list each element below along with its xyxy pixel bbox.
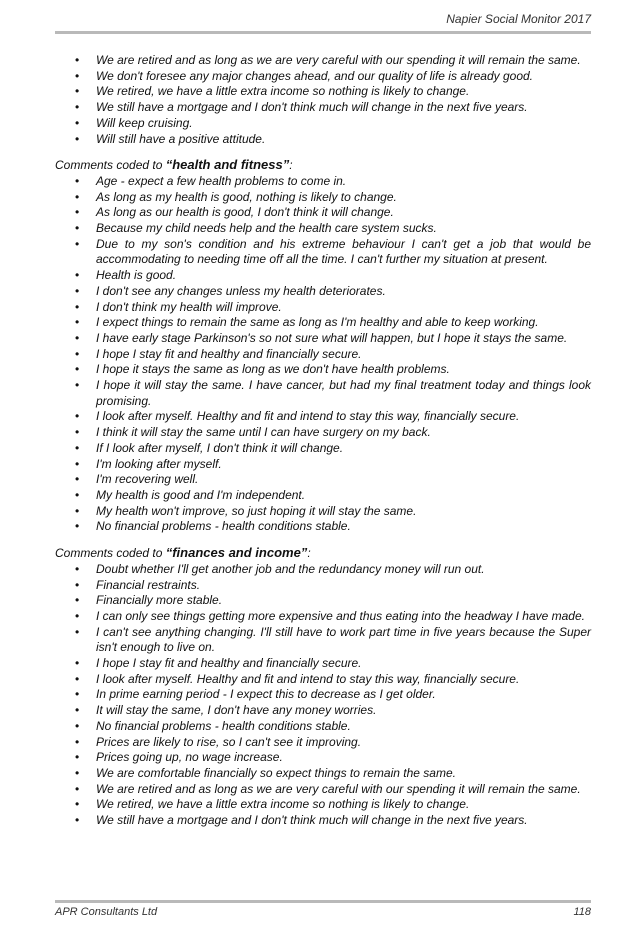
finances-comment-list (55, 562, 591, 829)
comment-list-item: • If I look after myself, I don't think it will change. (55, 441, 591, 457)
comment-list-item: • We retired, we have a little extra income so nothing is likely to change. (55, 84, 591, 100)
health-heading-suffix: : (289, 158, 293, 173)
page-body (55, 53, 591, 829)
comment-list-item: • Doubt whether I'll get another job and the redundancy money will run out. (55, 562, 591, 578)
footer-company: APR Consultants Ltd (55, 906, 158, 918)
comment-list-item: • My health won't improve, so just hoping it will stay the same. (55, 504, 591, 520)
comment-list-item: • I hope I stay fit and healthy and financially secure. (55, 347, 591, 363)
continued-comment-list (55, 53, 591, 147)
comment-list-item: • Will keep cruising. (55, 116, 591, 132)
comment-list-item: • I look after myself. Healthy and fit and intend to stay this way, financially secure. (55, 409, 591, 425)
page-header (55, 12, 591, 34)
comment-list-item: • We still have a mortgage and I don't think much will change in the next five years. (55, 813, 591, 829)
comment-list-item: • Prices are likely to rise, so I can't see it improving. (55, 735, 591, 751)
comment-list-item: • I don't think my health will improve. (55, 300, 591, 316)
comment-list-item: • We still have a mortgage and I don't think much will change in the next five years. (55, 100, 591, 116)
comment-list-item: • I don't see any changes unless my health deteriorates. (55, 284, 591, 300)
health-heading-prefix: Comments coded to (55, 158, 166, 173)
comment-list-item: • Because my child needs help and the health care system sucks. (55, 221, 591, 237)
comment-list-item: • As long as our health is good, I don't think it will change. (55, 205, 591, 221)
comment-list-item: • Will still have a positive attitude. (55, 132, 591, 148)
finances-section-heading (55, 545, 591, 562)
finances-heading-prefix: Comments coded to (55, 546, 166, 561)
comment-list-item: • I hope it will stay the same. I have cancer, but had my final treatment today and things look promising. (55, 378, 591, 409)
comment-list-item: • I have early stage Parkinson's so not sure what will happen, but I hope it stays the same. (55, 331, 591, 347)
header-title: Napier Social Monitor 2017 (446, 12, 591, 26)
comment-list-item: • It will stay the same, I don't have any money worries. (55, 703, 591, 719)
comment-list-item: • Financially more stable. (55, 593, 591, 609)
comment-list-item: • I expect things to remain the same as long as I'm healthy and able to keep working. (55, 315, 591, 331)
comment-list-item: • In prime earning period - I expect this to decrease as I get older. (55, 687, 591, 703)
comment-list-item: • We retired, we have a little extra income so nothing is likely to change. (55, 797, 591, 813)
comment-list-item: • Due to my son's condition and his extreme behaviour I can't get a job that would be accommodating to needing time off all the time. I can't further my situation at present. (55, 237, 591, 268)
health-section-heading (55, 157, 591, 174)
comment-list-item: • Financial restraints. (55, 578, 591, 594)
comment-list-item: • I think it will stay the same until I can have surgery on my back. (55, 425, 591, 441)
finances-heading-suffix: : (307, 546, 311, 561)
comment-list-item: • I'm recovering well. (55, 472, 591, 488)
comment-list-item: • No financial problems - health conditions stable. (55, 719, 591, 735)
comment-list-item: • Health is good. (55, 268, 591, 284)
comment-list-item: • I hope it stays the same as long as we don't have health problems. (55, 362, 591, 378)
comment-list-item: • No financial problems - health conditions stable. (55, 519, 591, 535)
comment-list-item: • As long as my health is good, nothing is likely to change. (55, 190, 591, 206)
comment-list-item: • I can only see things getting more expensive and thus eating into the headway I have made. (55, 609, 591, 625)
page-number: 118 (573, 906, 591, 918)
comment-list-item: • I'm looking after myself. (55, 457, 591, 473)
comment-list-item: • My health is good and I'm independent. (55, 488, 591, 504)
comment-list-item: • We don't foresee any major changes ahead, and our quality of life is already good. (55, 69, 591, 85)
comment-list-item: • We are retired and as long as we are very careful with our spending it will remain the same. (55, 782, 591, 798)
comment-list-item: • I hope I stay fit and healthy and financially secure. (55, 656, 591, 672)
comment-list-item: • We are comfortable financially so expect things to remain the same. (55, 766, 591, 782)
comment-list-item: • Prices going up, no wage increase. (55, 750, 591, 766)
comment-list-item: • We are retired and as long as we are very careful with our spending it will remain the same. (55, 53, 591, 69)
comment-list-item: • Age - expect a few health problems to come in. (55, 174, 591, 190)
comment-list-item: • I can't see anything changing. I'll still have to work part time in five years because the Super isn't enough to live on. (55, 625, 591, 656)
page-footer (55, 900, 591, 918)
finances-heading-label: “finances and income” (165, 545, 308, 561)
comment-list-item: • I look after myself. Healthy and fit and intend to stay this way, financially secure. (55, 672, 591, 688)
health-heading-label: “health and fitness” (165, 157, 290, 173)
health-comment-list (55, 174, 591, 535)
